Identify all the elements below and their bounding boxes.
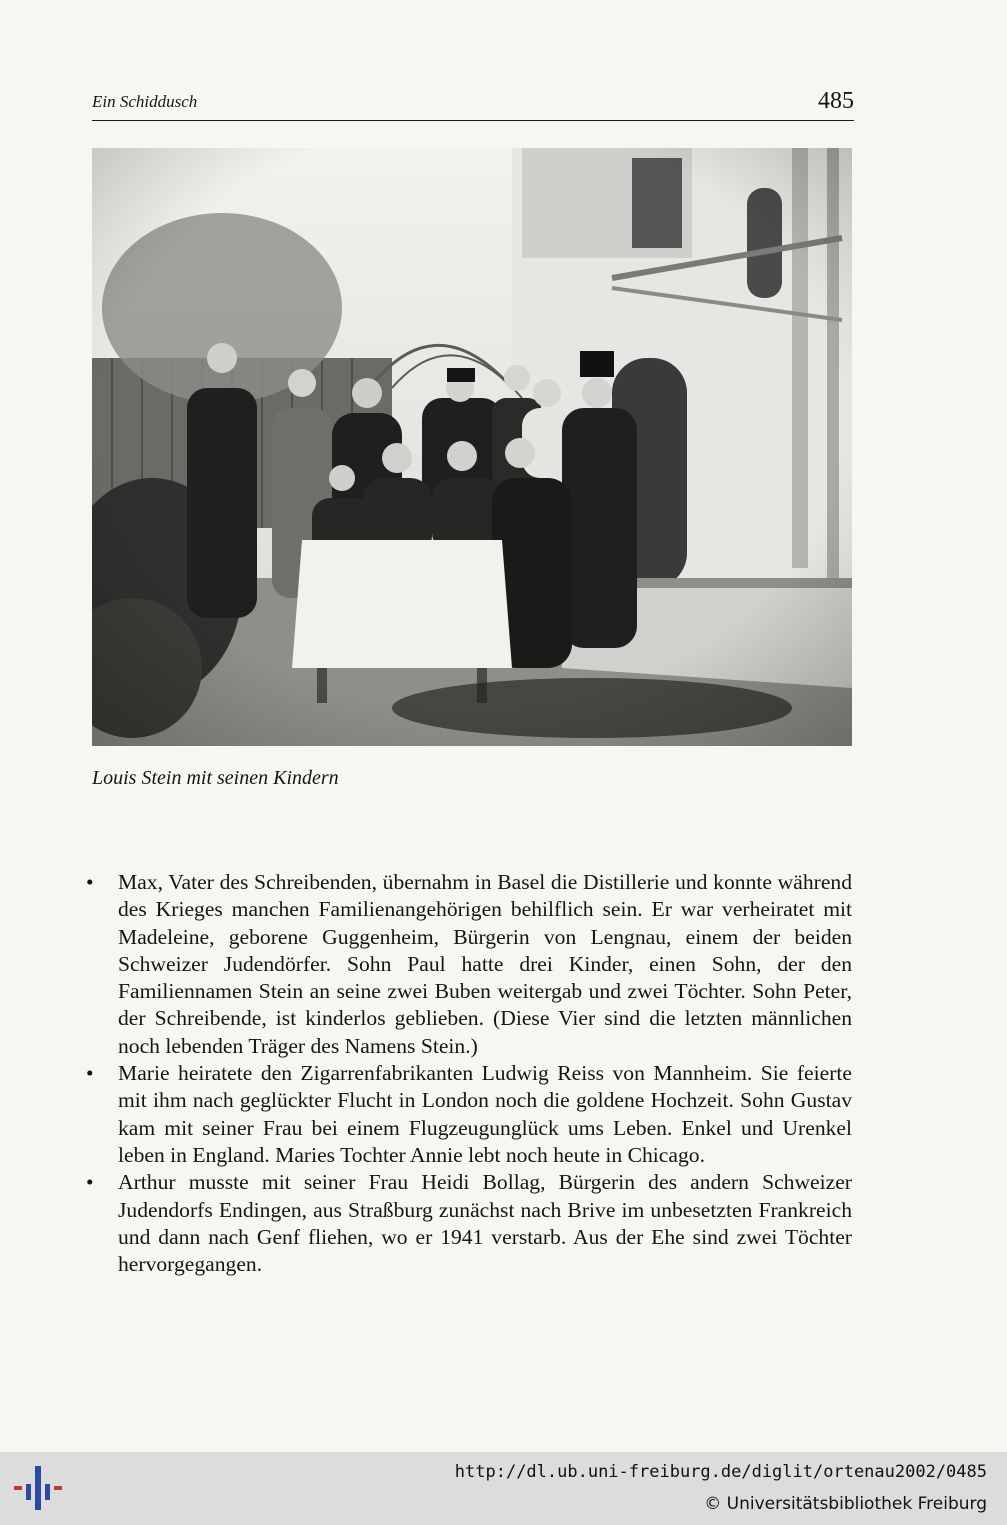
bullet-text: Marie heiratete den Zigarrenfabrikanten Ludwig Reiss von Mannheim. Sie feierte mit ihm nach geglückter Flucht in London noch die goldene Hochzeit. Sohn Gustav kam mit seiner Frau bei einem Flugzeugunglück ums Leben. Enkel und Urenkel leben in England. Maries Tochter Annie lebt noch heute in Chicago. [118, 1061, 852, 1167]
bullet-item-arthur [86, 1169, 852, 1278]
page-number: 485 [818, 88, 854, 114]
bullet-text: Arthur musste mit seiner Frau Heidi Bollag, Bürgerin des andern Schweizer Judendorfs Endingen, aus Straßburg zunächst nach Brive im unbesetzten Frankreich und dann nach Genf fliehen, wo er 1941 verstarb. Aus der Ehe sind zwei Töchter hervorgegangen. [118, 1170, 852, 1277]
figure-caption: Louis Stein mit seinen Kindern [92, 767, 339, 789]
family-photograph [92, 148, 852, 746]
copyright-notice: © Universitätsbibliothek Freiburg [704, 1494, 987, 1514]
bullet-list [86, 869, 852, 1278]
library-footer [0, 1452, 1007, 1525]
bullet-mark: • [86, 1061, 94, 1086]
running-head [92, 88, 854, 121]
bullet-mark: • [86, 870, 94, 894]
source-url-link[interactable]: http://dl.ub.uni-freiburg.de/diglit/ortenau2002/0485 [454, 1462, 987, 1482]
bullet-item-marie [86, 1060, 852, 1169]
bullet-mark: • [86, 1170, 94, 1195]
photograph-image [92, 148, 852, 746]
library-logo-icon [12, 1462, 64, 1514]
bullet-text: Max, Vater des Schreibenden, übernahm in Basel die Distillerie und konnte während des Krieges manchen Familienangehörigen behilflich sein. Er war verheiratet mit Madeleine, geborene Guggenheim, Bürgerin von Lengnau, einem der beiden Schweizer Judendörfer. Sohn Paul hatte drei Kinder, einen Sohn, der den Familiennamen Stein an seine zwei Buben weitergab und zwei Töchter. Sohn Peter, der Schreibende, ist kinderlos geblieben. (Diese Vier sind die letzten männlichen noch lebenden Träger des Namens Stein.) [118, 870, 852, 1058]
running-title: Ein Schiddusch [92, 92, 198, 111]
bullet-item-max [86, 869, 852, 1060]
